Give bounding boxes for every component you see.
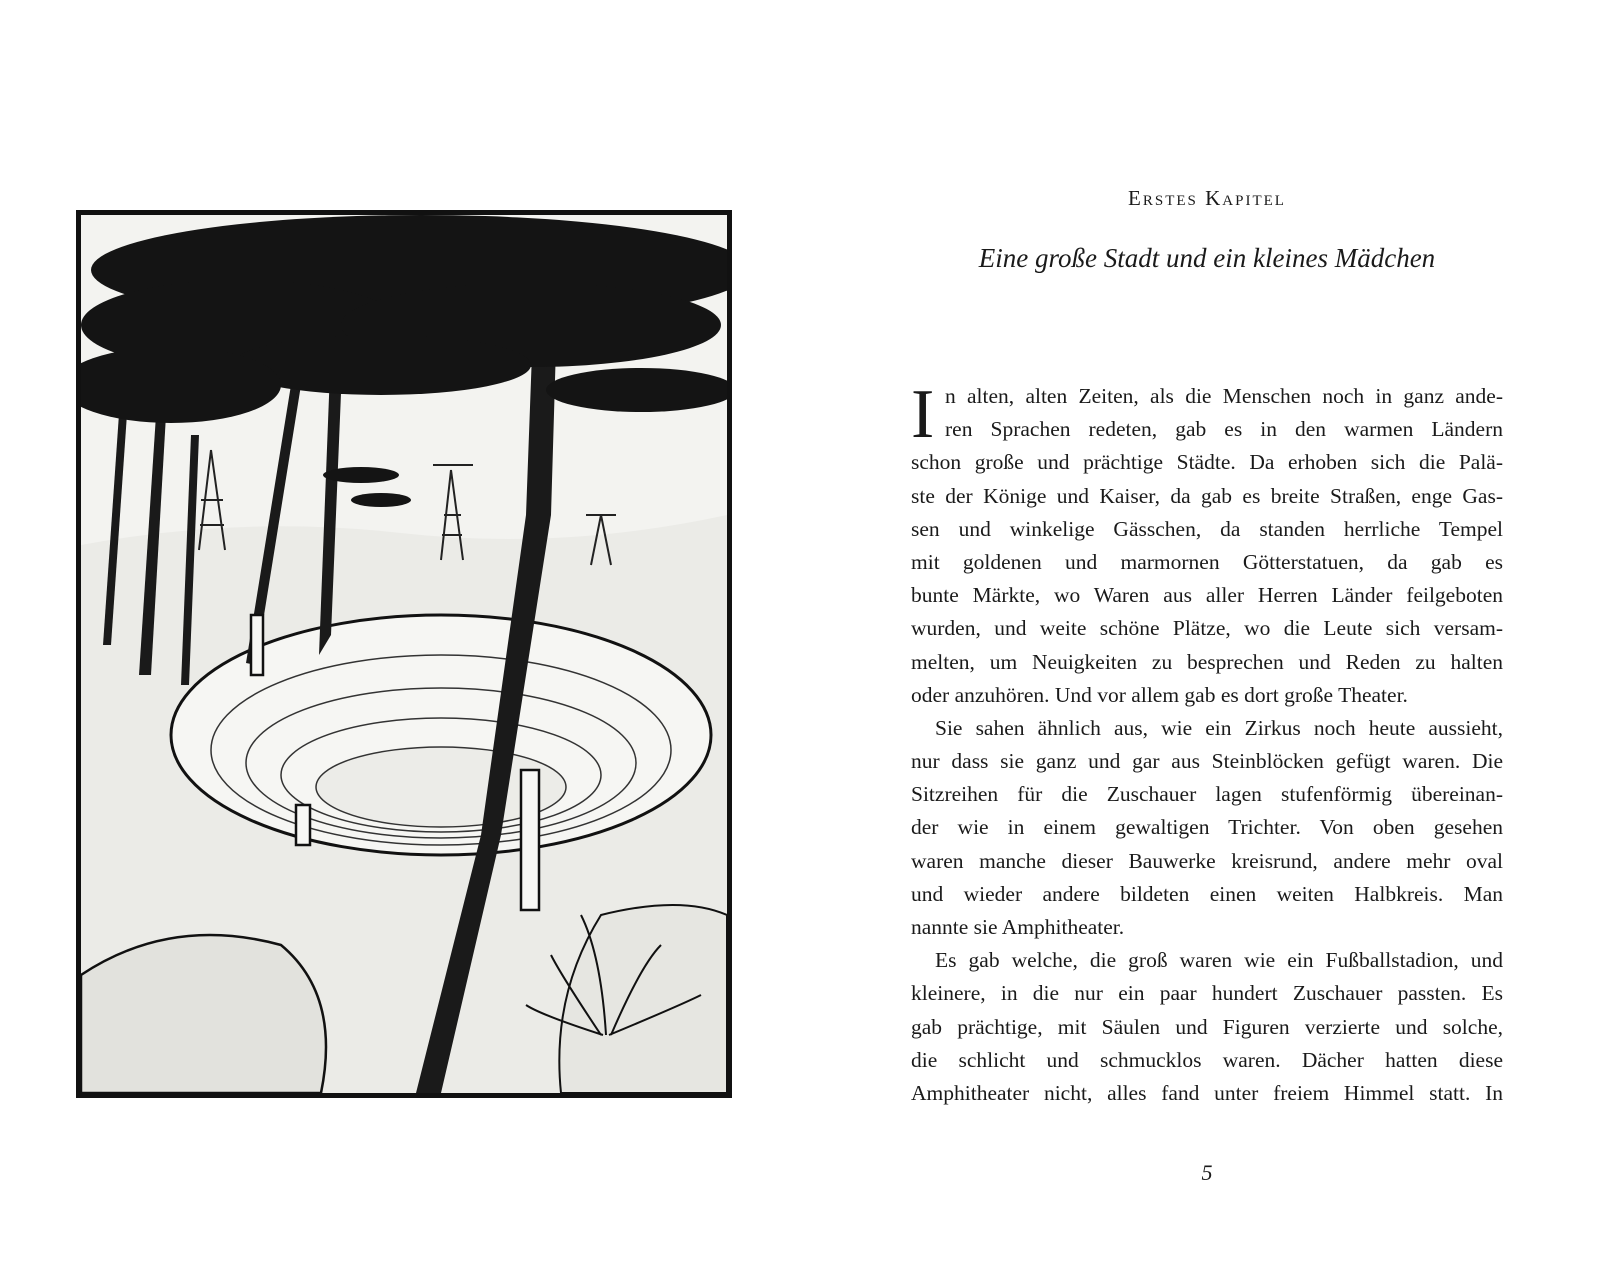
text-line: Amphitheater nicht, alles fand unter freiem Himmel statt. In: [911, 1080, 1503, 1105]
chapter-title: Eine große Stadt und ein kleines Mädchen: [978, 243, 1436, 273]
text-line: der wie in einem gewaltigen Trichter. Von oben gesehen: [911, 815, 1503, 840]
text-line: nur dass sie ganz und gar aus Steinblöcken gefügt waren. Die: [911, 749, 1503, 774]
text-line: und wieder andere bildeten einen weiten Halbkreis. Man: [911, 881, 1503, 906]
text-line: bunte Märkte, wo Waren aus aller Herren Länder feilgeboten: [911, 583, 1503, 608]
body-text: [911, 376, 1503, 1110]
page-number: 5: [1201, 1160, 1213, 1185]
text-page: [911, 0, 1503, 1274]
text-line: schon große und prächtige Städte. Da erhoben sich die Palä-: [911, 450, 1503, 475]
text-line: oder anzuhören. Und vor allem gab es dort große Theater.: [911, 682, 1408, 707]
text-line: Es gab welche, die groß waren wie ein Fußballstadion, und: [935, 948, 1503, 973]
text-line: nannte sie Amphitheater.: [911, 915, 1125, 939]
text-line: mit goldenen und marmornen Götterstatuen, da gab es: [911, 549, 1503, 574]
text-line: wurden, und weite schöne Plätze, wo die Leute sich versam-: [911, 616, 1503, 641]
text-line: melten, um Neuigkeiten zu besprechen und Reden zu halten: [911, 649, 1503, 674]
text-line: n alten, alten Zeiten, als die Menschen noch in ganz ande-: [945, 384, 1503, 408]
illustration-frame: [76, 210, 732, 1098]
text-line: kleinere, in die nur ein paar hundert Zuschauer passten. Es: [911, 981, 1503, 1006]
text-line: ren Sprachen redeten, gab es in den warmen Ländern: [945, 417, 1503, 442]
text-line: gab prächtige, mit Säulen und Figuren verzierte und solche,: [911, 1014, 1503, 1039]
text-line: Sitzreihen für die Zuschauer lagen stufenförmig übereinan-: [911, 782, 1503, 807]
amphitheater-ruins-with-pine-trees-drawing: [81, 215, 727, 1093]
text-line: die schlicht und schmucklos waren. Dächer hatten diese: [911, 1047, 1503, 1072]
text-line: sen und winkelige Gässchen, da standen herrliche Tempel: [911, 516, 1503, 541]
text-line: waren manche dieser Bauwerke kreisrund, andere mehr oval: [911, 848, 1503, 873]
chapter-label: Erstes Kapitel: [1128, 186, 1286, 210]
text-line: ste der Könige und Kaiser, da gab es breite Straßen, enge Gas-: [911, 483, 1503, 508]
drop-cap: I: [911, 376, 935, 453]
text-line: Sie sahen ähnlich aus, wie ein Zirkus noch heute aussieht,: [935, 715, 1503, 740]
